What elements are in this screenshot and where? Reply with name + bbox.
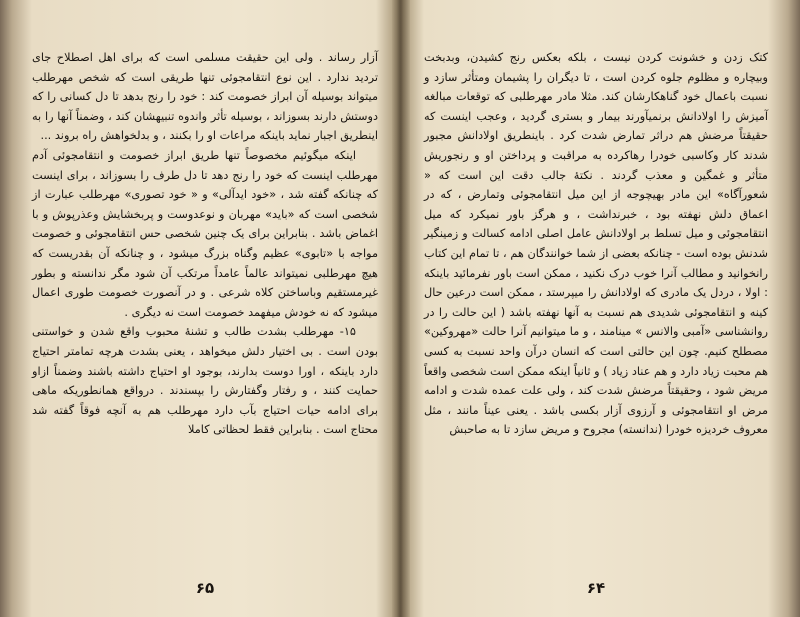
left-page <box>18 0 392 617</box>
page-number: ۶۵ <box>195 579 215 597</box>
book-spine <box>392 0 410 617</box>
right-page <box>410 0 782 617</box>
paragraph: آزار رساند . ولی این حقیقت مسلمی است که برای اهل اصطلاح جای تردید ندارد . این نوع انتقامجوئی تنها طریقی است که شخص مهرطلب میتواند بوسیله آن ابراز خصومت کند : خود را رنج بدهد تا دل کسانی را که دوستش دارند بسوزاند ، بوسیله تأثر واندوه تنبیهشان کند ، وضمناً آنها را به اینطریق اجبار نماید باینکه مراعات او را بکنند ، و بدلخواهش راه بروند ... <box>32 51 378 143</box>
right-page-text <box>424 48 768 440</box>
page-number: ۶۴ <box>586 579 606 597</box>
left-page-text <box>32 48 378 440</box>
paragraph: ۱۵- مهرطلب بشدت طالب و تشنهٔ محبوب واقع شدن و خواستنی بودن است . بی اختیار دلش میخواهد ، یعنی بشدت هرچه تمامتر احتیاج دارد باینکه ، اورا دوست بدارند، بوجود او احتیاج داشته باشند وضمناً ازاو حمایت کنند ، و رفتار وگفتارش را بپسندند . درواقع همانطوریکه ماهی برای ادامه حیات احتیاج بآب دارد مهرطلب هم به آنچه فوقاً گفته شد محتاج است . بنابراین فقط لحظاتی کاملا <box>32 325 378 437</box>
paragraph: کتک زدن و خشونت کردن نیست ، بلکه بعکس رنج کشیدن، وبدبخت وبیچاره و مظلوم جلوه کردن است ، تا دیگران را پشیمان ومتأثر سازد و نسبت باعمال خود گناهکارشان کند. مثلا مادر مهرطلبی که توقعات مبالغه آمیزش را اولادانش برنمیآورند بیمار و بستری گردید ، وعجب اینست که حقیقتاً مرضش هم دراثر تمارض شدت کرد . باینطریق اولادانش مجبور شدند کار وکاسبی خودرا رهاکرده به مراقبت و پرداختن او و رنجوریش متأثر و غمگین و معذب گردند . نکتهٔ جالب دقت این است که « شعورآگاه» این مادر بهیچوجه از این میل انتقامجوئی وتمارض ، که در اعماق دلش نهفته بود ، خبرنداشت ، و هرگز باور نمیکرد که میل انتقامجوئی و میل تسلط بر اولادانش عامل اصلی ادامه کسالت و زمینگیر شدنش بوده است - چنانکه بعضی از شما خوانندگان هم ، تا تمام این کتاب رانخوانید و مطالب آنرا خوب درک نکنید ، ممکن است باور نفرمائید باینکه : اولا ، دردل یک مادری که اولادانش را میپرستد ، ممکن است درعین حال کینه و انتقامجوئی شدیدی هم نسبت به آنها نهفته باشد ( این حالت را در روانشناسی «آمبی والانس » مینامند ، و ما میتوانیم آنرا حالت «مهروکین» مصطلح کنیم. چون این حالتی است که انسان درآن واحد نسبت به کسی هم محبت زیاد دارد و هم عناد زیاد ) و ثانیاً اینکه ممکن است شخصی واقعاً مریض شود ، وحقیقتاً مرضش شدت کند ، ولی علت عمده شدت و ادامه مرض او انتقامجوئی و آرزوی آزار بکسی باشد . یعنی عیناً مانند ، مثل معروف خردیزه خودرا (ندانسته) مجروح و مریض سازد تا به صاحبش <box>424 51 768 437</box>
paragraph: اینکه میگوئیم مخصوصاً تنها طریق ابراز خصومت و انتقامجوئی آدم مهرطلب اینست که خود را رنج دهد تا دل طرف را بسوزاند ، برای اینست که چنانکه گفته شد ، «خود ایدآلی» و « خود تصوری» مهرطلب عبارت از شخصی است که «باید» مهربان و نوعدوست و پربخشایش وعذرپوش و با اغماض باشد . بنابراین برای یک چنین شخصی حس انتقامجوئی و خصومت مواجه با «تابوی» عظیم وگناه بزرگ میشود ، و چنانکه آن بقدریست که هیچ مهرطلبی نمیتواند عالماً عامداً مرتکب آن شود مگر ندانسته و بطور غیرمستقیم وباساختن کلاه شرعی . و در آنصورت خصومت طوری اعمال میشود که نه خودش میفهمد خصومت است نه دیگری . <box>32 148 378 319</box>
